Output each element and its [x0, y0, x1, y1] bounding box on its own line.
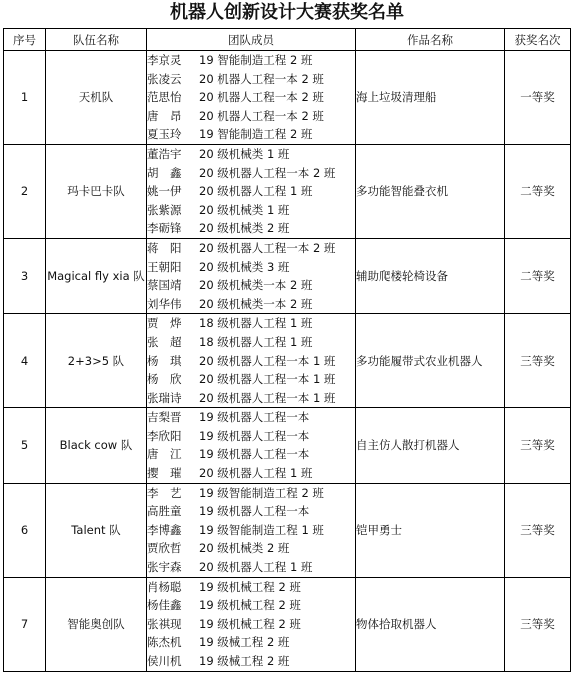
member-class: 19 级机器人工程一本	[199, 410, 310, 425]
member-name: 吉梨晋	[147, 410, 182, 425]
table-row	[4, 51, 571, 145]
member-class: 19 级械工程 2 班	[199, 635, 290, 650]
member-name: 肖杨聪	[147, 579, 182, 594]
work-name: 海上垃圾清理船	[356, 51, 505, 145]
team-name: 玛卡巴卡队	[46, 144, 147, 238]
award-rank: 三等奖	[505, 314, 571, 408]
member-line	[147, 51, 355, 70]
row-number: 4	[4, 314, 46, 408]
member-name: 刘华伟	[147, 296, 182, 311]
member-name: 张紫源	[147, 202, 182, 217]
team-name: 天机队	[46, 51, 147, 145]
page-title: 机器人创新设计大赛获奖名单	[170, 2, 404, 23]
work-name: 铠甲勇士	[356, 483, 505, 577]
member-class: 20 级机器人工程一本 2 班	[199, 240, 336, 255]
member-line	[147, 239, 355, 258]
member-name: 胡 鑫	[147, 165, 182, 180]
member-name: 董浩宇	[147, 146, 182, 161]
member-class: 20 级机械类 2 班	[199, 541, 290, 556]
award-rank: 一等奖	[505, 51, 571, 145]
award-rank: 三等奖	[505, 408, 571, 483]
member-name: 张瑞诗	[147, 390, 182, 405]
member-line	[147, 352, 355, 371]
header-row	[4, 29, 571, 51]
member-name: 李欣阳	[147, 428, 182, 443]
member-class: 19 级智能制造工程 1 班	[199, 522, 324, 537]
team-members	[147, 483, 356, 577]
table-row	[4, 408, 571, 483]
member-line	[147, 521, 355, 540]
team-name: Talent 队	[46, 483, 147, 577]
member-name: 李 艺	[147, 485, 182, 500]
member-name: 张 超	[147, 334, 182, 349]
member-class: 20 级机器人工程一本 1 班	[199, 372, 336, 387]
header-rank: 获奖名次	[505, 29, 571, 51]
table-row	[4, 144, 571, 238]
work-name: 辅助爬楼轮椅设备	[356, 238, 505, 313]
team-name: Black cow 队	[46, 408, 147, 483]
member-class: 19 级机器人工程一本	[199, 447, 310, 462]
member-line	[147, 445, 355, 464]
member-name: 张祺现	[147, 616, 182, 631]
member-class: 18 级机器人工程 1 班	[199, 334, 313, 349]
member-name: 张凌云	[147, 71, 182, 86]
member-class: 19 级械工程 2 班	[199, 654, 290, 668]
member-name: 蒋 阳	[147, 240, 182, 255]
header-team: 队伍名称	[46, 29, 147, 51]
award-rank: 三等奖	[505, 483, 571, 577]
member-class: 20 级机器人工程一本 1 班	[199, 390, 336, 405]
member-line	[147, 107, 355, 126]
member-class: 20 级机械类 1 班	[199, 146, 290, 161]
member-class: 19 级机器人工程一本	[199, 504, 310, 519]
member-class: 19 智能制造工程 2 班	[199, 53, 313, 67]
member-name: 唐 江	[147, 447, 182, 462]
header-no: 序号	[4, 29, 46, 51]
work-name: 物体拾取机器人	[356, 577, 505, 671]
work-name: 多功能履带式农业机器人	[356, 314, 505, 408]
team-name: Magical fly xia 队	[46, 238, 147, 313]
team-name: 2+3>5 队	[46, 314, 147, 408]
member-class: 20 级机械类一本 2 班	[199, 278, 313, 293]
member-name: 唐 昂	[147, 108, 182, 123]
member-line	[147, 295, 355, 314]
member-name: 陈杰机	[147, 635, 182, 650]
member-class: 18 级机器人工程 1 班	[199, 316, 313, 331]
member-name: 姚一伊	[147, 184, 182, 199]
work-name: 多功能智能叠衣机	[356, 144, 505, 238]
team-members	[147, 408, 356, 483]
table-row	[4, 238, 571, 313]
team-members	[147, 314, 356, 408]
member-line	[147, 558, 355, 577]
team-name: 智能奥创队	[46, 577, 147, 671]
member-line	[147, 596, 355, 615]
member-class: 20 级机械类一本 2 班	[199, 296, 313, 311]
member-line	[147, 502, 355, 521]
row-number: 5	[4, 408, 46, 483]
team-members	[147, 144, 356, 238]
table-row	[4, 483, 571, 577]
member-line	[147, 276, 355, 295]
team-members	[147, 577, 356, 671]
member-class: 19 智能制造工程 2 班	[199, 127, 313, 142]
row-number: 6	[4, 483, 46, 577]
member-name: 贾 烨	[147, 316, 182, 331]
member-name: 撄 璀	[147, 466, 182, 481]
member-name: 李博鑫	[147, 522, 182, 537]
member-line	[147, 633, 355, 652]
member-class: 20 级机器人工程 1 班	[199, 184, 313, 199]
row-number: 7	[4, 577, 46, 671]
member-name: 蔡国靖	[147, 278, 182, 293]
member-name: 李京灵	[147, 53, 182, 67]
member-name: 贾欣哲	[147, 541, 182, 556]
member-line	[147, 464, 355, 483]
member-class: 20 级机器人工程 1 班	[199, 560, 313, 575]
member-class: 20 机器人工程一本 2 班	[199, 90, 324, 105]
member-class: 19 级智能制造工程 2 班	[199, 485, 324, 500]
member-line	[147, 219, 355, 238]
member-line	[147, 70, 355, 89]
team-members	[147, 238, 356, 313]
award-rank: 二等奖	[505, 144, 571, 238]
team-members	[147, 51, 356, 145]
member-name: 范思怡	[147, 90, 182, 105]
member-line	[147, 258, 355, 277]
member-line	[147, 145, 355, 164]
award-rank: 二等奖	[505, 238, 571, 313]
work-name: 自主仿人散打机器人	[356, 408, 505, 483]
table-row	[4, 577, 571, 671]
member-line	[147, 333, 355, 352]
member-line	[147, 389, 355, 408]
award-rank: 三等奖	[505, 577, 571, 671]
row-number: 1	[4, 51, 46, 145]
table-row	[4, 314, 571, 408]
awards-table	[3, 28, 571, 672]
member-line	[147, 427, 355, 446]
member-class: 20 级机器人工程 1 班	[199, 466, 313, 481]
row-number: 2	[4, 144, 46, 238]
member-name: 夏玉玲	[147, 127, 182, 142]
member-line	[147, 164, 355, 183]
member-class: 20 机器人工程一本 2 班	[199, 71, 324, 86]
member-line	[147, 370, 355, 389]
member-line	[147, 314, 355, 333]
member-name: 杨佳鑫	[147, 598, 182, 613]
member-class: 20 级机械类 2 班	[199, 221, 290, 236]
member-line	[147, 484, 355, 503]
member-name: 李砺锋	[147, 221, 182, 236]
member-class: 20 级机械类 3 班	[199, 259, 290, 274]
header-work: 作品名称	[356, 29, 505, 51]
member-name: 杨 琪	[147, 353, 182, 368]
member-class: 19 级机械工程 2 班	[199, 616, 301, 631]
member-line	[147, 408, 355, 427]
member-class: 19 级机械工程 2 班	[199, 598, 301, 613]
member-class: 19 级机械工程 2 班	[199, 579, 301, 594]
member-line	[147, 652, 355, 671]
member-line	[147, 201, 355, 220]
member-class: 20 级机器人工程一本 2 班	[199, 165, 336, 180]
member-name: 王朝阳	[147, 259, 182, 274]
member-class: 20 级机器人工程一本 1 班	[199, 353, 336, 368]
member-line	[147, 88, 355, 107]
member-line	[147, 125, 355, 144]
member-name: 高胜童	[147, 504, 182, 519]
member-name: 杨 欣	[147, 372, 182, 387]
member-class: 20 机器人工程一本 2 班	[199, 108, 324, 123]
row-number: 3	[4, 238, 46, 313]
header-members: 团队成员	[147, 29, 356, 51]
member-name: 张宇森	[147, 560, 182, 575]
member-line	[147, 615, 355, 634]
member-line	[147, 182, 355, 201]
member-line	[147, 539, 355, 558]
member-line	[147, 578, 355, 597]
member-name: 侯川机	[147, 654, 182, 668]
member-class: 19 级机器人工程一本	[199, 428, 310, 443]
member-class: 20 级机械类 1 班	[199, 202, 290, 217]
